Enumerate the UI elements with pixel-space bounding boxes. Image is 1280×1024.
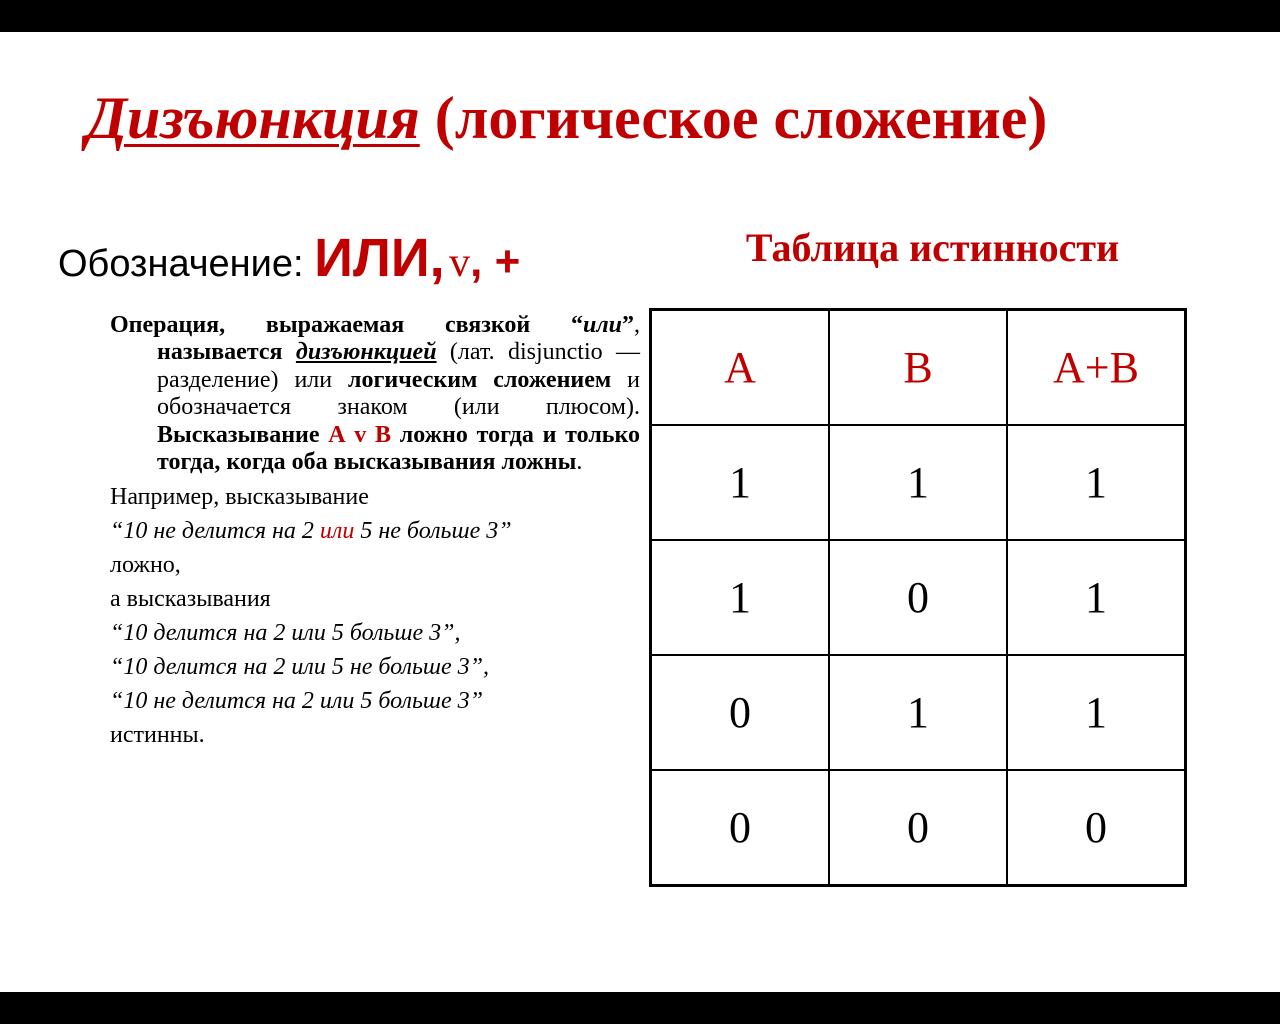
cell-b: 0 [829,770,1007,886]
definition-p6: ложно тогда и только тогда, когда оба высказывания ложны [157,421,641,476]
example-intro: Например, высказывание [110,484,369,511]
notation-label: Обозначение: [58,243,315,285]
definition-p4: и обозначается знаком (или плюсом). [157,366,640,421]
definition-p2: называется [157,339,296,366]
table-row [651,770,1186,886]
definition-p1-quote-close: ” [622,312,634,338]
definition-p1-word: или [582,312,622,338]
header-a-plus-b: A+B [1007,310,1186,426]
cell-result: 1 [1007,540,1186,655]
truth-table-title: Таблица истинности [745,225,1120,270]
truth-table [649,308,1187,887]
table-row [651,540,1186,655]
header-a: A [651,310,830,426]
header-b: B [829,310,1007,426]
definition-p6-end: . [576,449,583,476]
example-1-part-a: “10 не делится на 2 [110,518,320,545]
cell-result: 1 [1007,655,1186,770]
notation-ili: ИЛИ, [314,228,445,288]
example-false-word: ложно, [110,552,181,579]
definition-p5: Высказывание [157,421,329,448]
example-false-statement [110,514,640,548]
definition-p3-term: логическим сложением [348,366,612,393]
example-3: “10 делится на 2 или 5 не больше 3”, [110,654,490,681]
definition-paragraph [110,312,640,476]
definition-expression: А v В [328,421,392,448]
notation [58,222,520,308]
definition-p1-comma: , [634,312,640,338]
definition-p1-quote-open: “ [570,312,583,338]
table-row [651,425,1186,540]
slide-title [86,82,1236,154]
example-true-word: истинны. [110,722,205,749]
title-term: Дизъюнкция [86,85,420,151]
definition-term: дизъюнкцией [295,339,437,366]
slide [0,32,1280,992]
body-text [110,312,640,752]
cell-a: 0 [651,655,830,770]
cell-b: 0 [829,540,1007,655]
example-and-statements: а высказывания [110,586,271,613]
cell-a: 0 [651,770,830,886]
truth-table-header-row [651,310,1186,426]
notation-tail: , + [470,237,521,286]
example-1-or: или [319,518,355,545]
cell-b: 1 [829,655,1007,770]
cell-a: 1 [651,425,830,540]
notation-v: v [449,240,471,286]
example-2: “10 делится на 2 или 5 больше 3”, [110,620,461,647]
table-row [651,655,1186,770]
example-1-part-b: 5 не больше 3” [354,518,512,545]
example-4: “10 не делится на 2 или 5 больше 3” [110,688,484,715]
title-rest: (логическое сложение) [419,85,1048,151]
cell-result: 0 [1007,770,1186,886]
cell-result: 1 [1007,425,1186,540]
definition-p1: Операция, выражаемая связкой [110,312,571,338]
cell-a: 1 [651,540,830,655]
definition-p3: (лат. disjunctio — разделение) или [157,339,640,393]
cell-b: 1 [829,425,1007,540]
